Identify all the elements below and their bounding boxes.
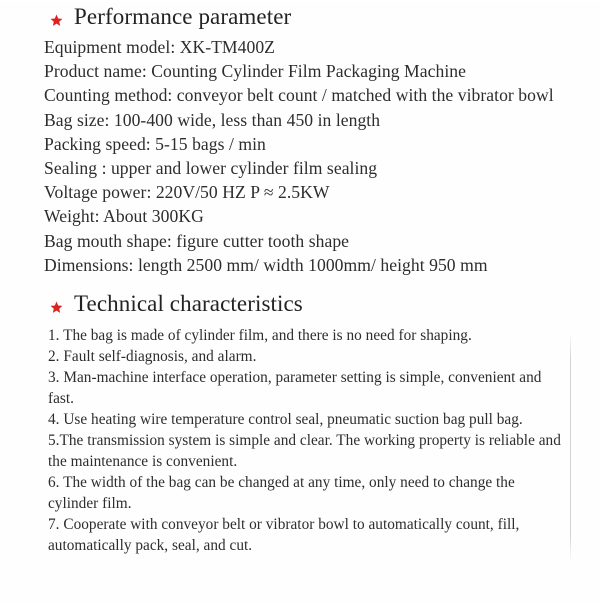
list-item: 7. Cooperate with conveyor belt or vibrator bowl to automatically count, fill, automatically pack, seal, and cut. [48, 516, 520, 555]
section-heading-technical [0, 289, 600, 319]
list-item: 6. The width of the bag can be changed at any time, only need to change the cylinder film. [48, 474, 515, 513]
technical-characteristics-list [0, 325, 600, 556]
list-item: Product name: Counting Cylinder Film Packaging Machine [44, 61, 466, 82]
list-item: 2. Fault self-diagnosis, and alarm. [48, 348, 257, 366]
list-item: Sealing : upper and lower cylinder film sealing [44, 158, 378, 179]
list-item: Voltage power: 220V/50 HZ P ≈ 2.5KW [44, 182, 330, 203]
list-item: Counting method: conveyor belt count / matched with the vibrator bowl [44, 85, 554, 106]
list-item: Dimensions: length 2500 mm/ width 1000mm/ height 950 mm [44, 254, 488, 275]
list-item: Bag size: 100-400 wide, less than 450 in length [44, 109, 381, 130]
list-item: Packing speed: 5-15 bags / min [44, 133, 266, 154]
list-item: Bag mouth shape: figure cutter tooth shape [44, 230, 350, 251]
list-item: Equipment model: XK-TM400Z [44, 37, 275, 57]
page-title: Performance parameter [74, 4, 292, 29]
specification-list [0, 35, 600, 277]
list-item: 3. Man-machine interface operation, parameter setting is simple, convenient and fast. [48, 369, 542, 408]
star-icon [50, 301, 63, 314]
list-item: Weight: About 300KG [44, 206, 204, 227]
section-title: Technical characteristics [74, 291, 303, 317]
list-item: 4. Use heating wire temperature control seal, pneumatic suction bag pull bag. [48, 411, 523, 429]
list-item: 1. The bag is made of cylinder film, and there is no need for shaping. [48, 327, 472, 345]
star-icon [50, 14, 63, 27]
list-item: 5.The transmission system is simple and clear. The working property is reliable and the maintenance is convenient. [48, 432, 561, 471]
section-heading-performance [0, 2, 600, 32]
document-page [0, 2, 600, 602]
